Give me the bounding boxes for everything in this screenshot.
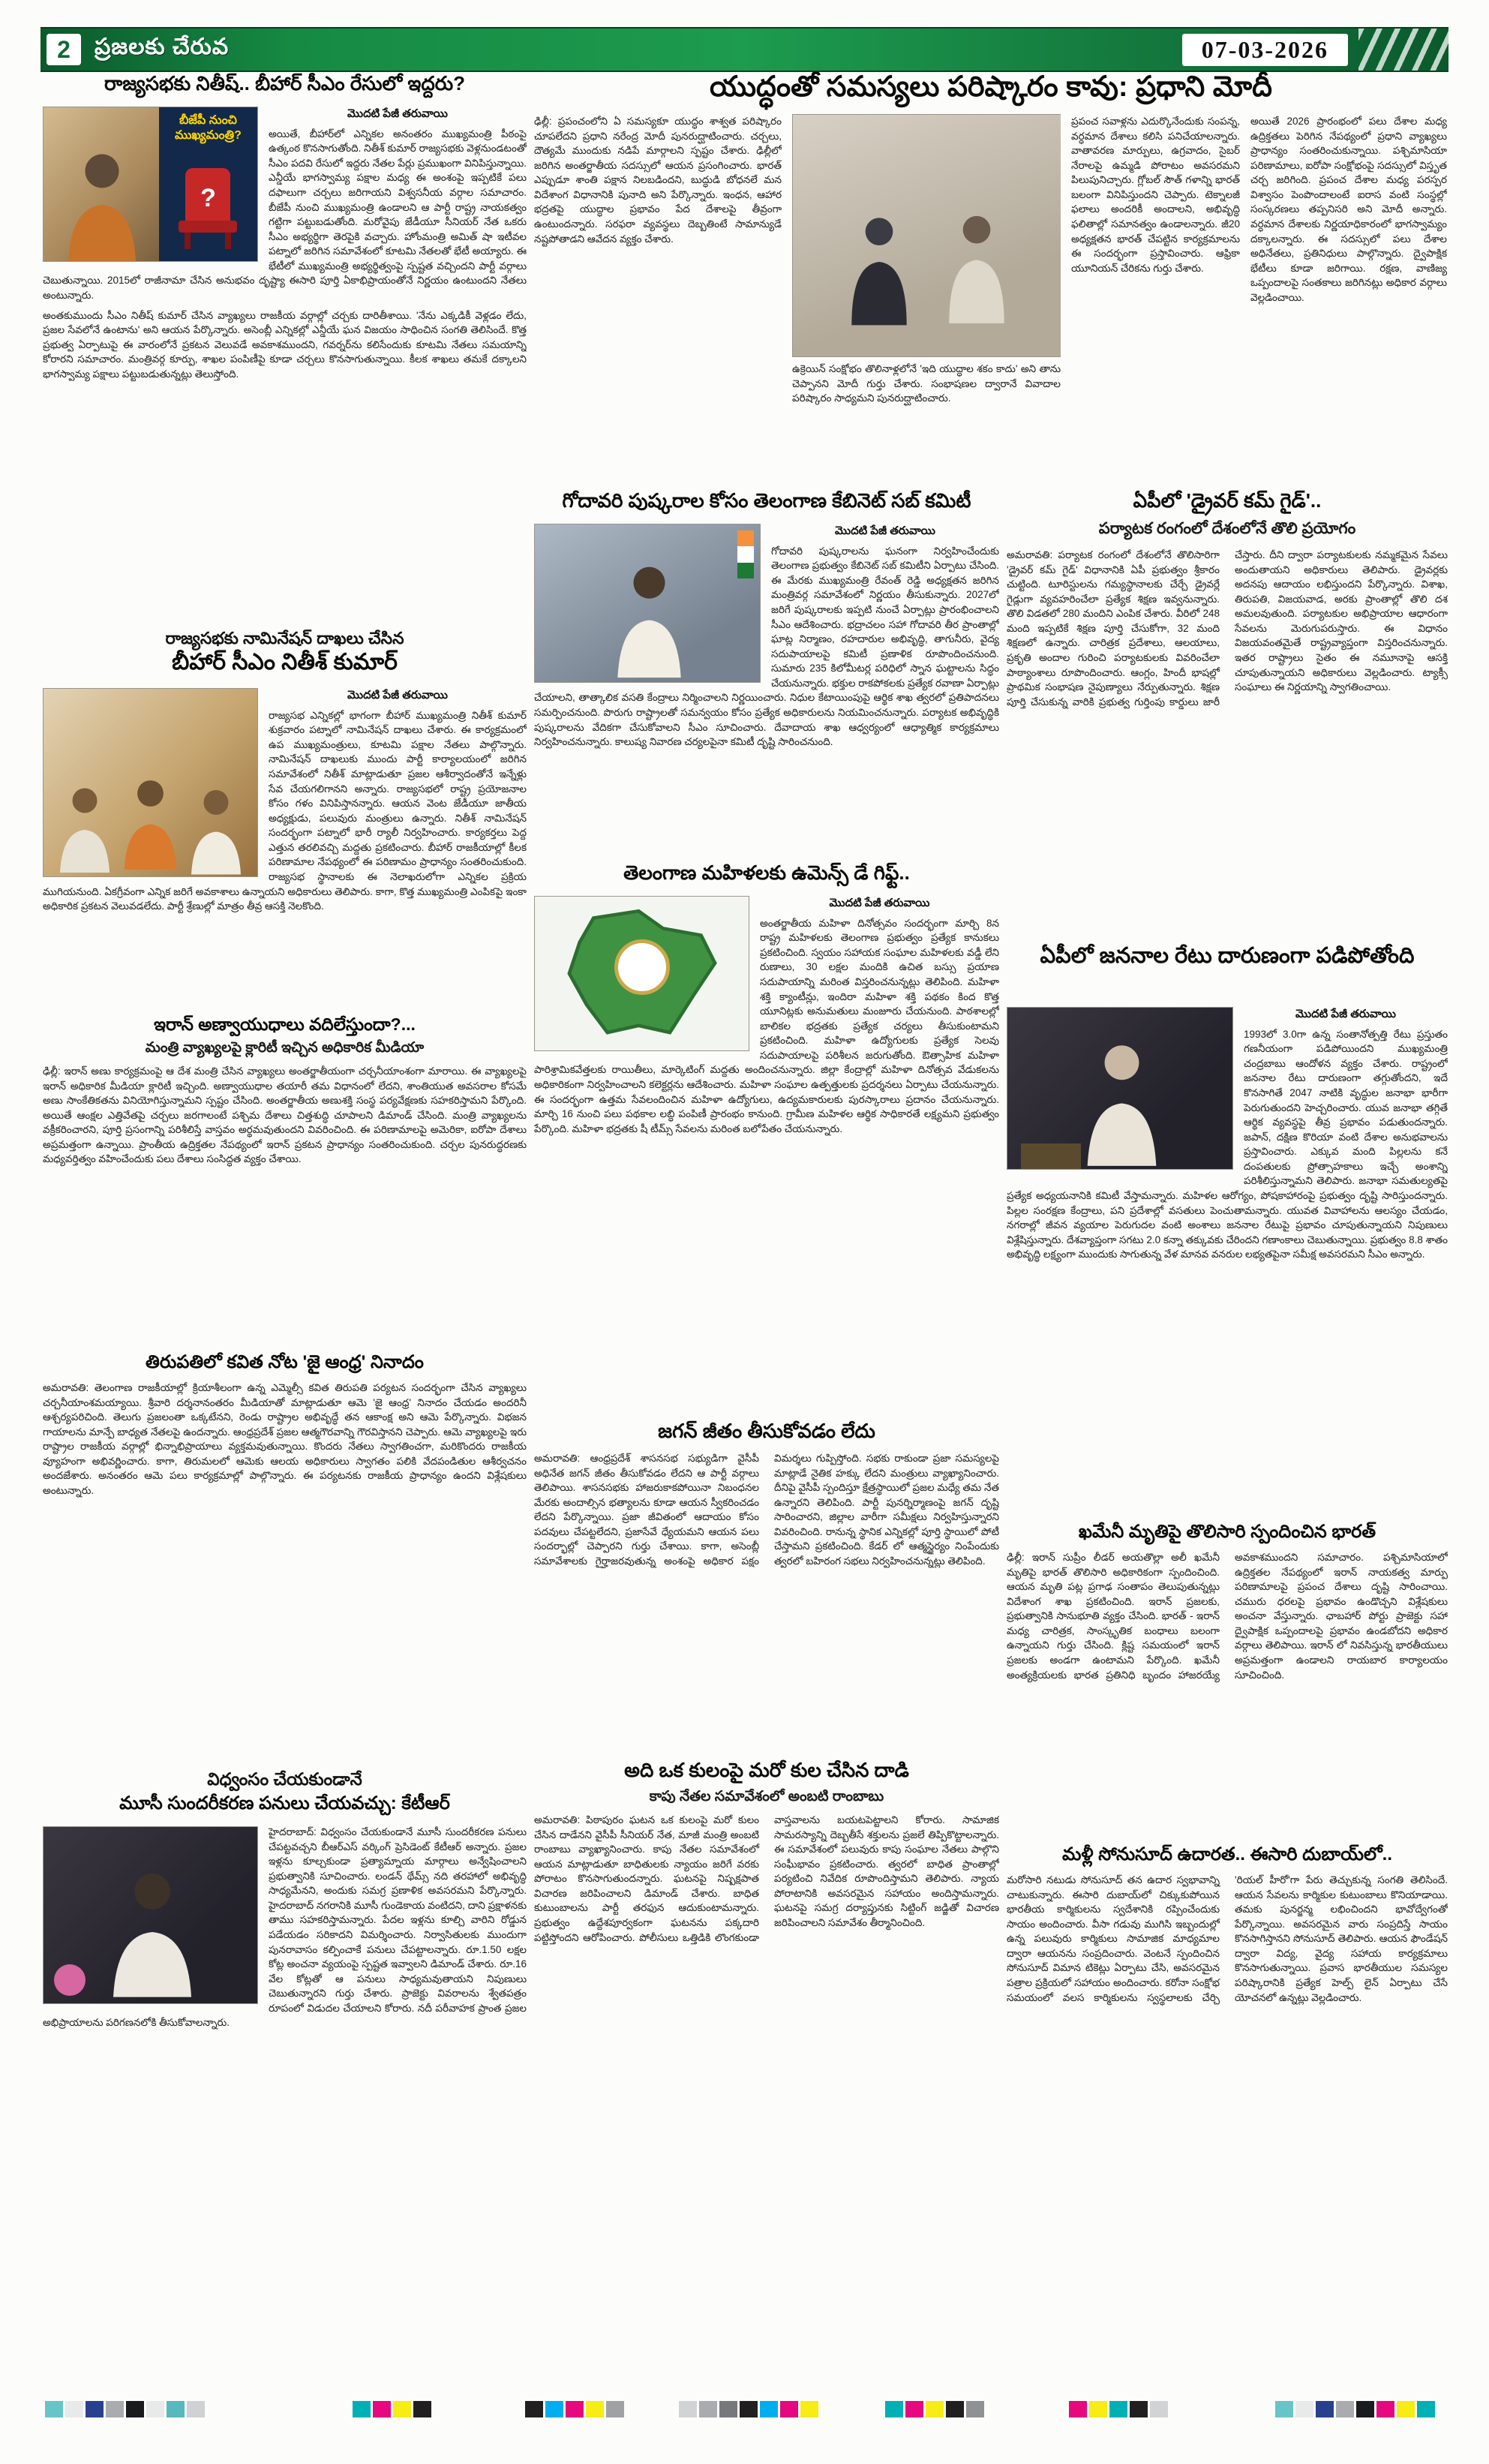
article-driverguide-subhead: పర్యాటక రంగంలో దేశంలోనే తొలి ప్రయోగం — [1098, 520, 1356, 537]
article-nomination-headline: బీహార్ సీఎం నితీశ్ కుమార్ — [172, 650, 398, 675]
article-iran-headline: ఇరాన్ అణ్వాయుధాలు వదిలేస్తుందా?... — [154, 1014, 416, 1034]
article-text: ఉక్రెయిన్ సంక్షోభం తొలినాళ్లలోనే 'ఇది యుద్ధాల శకం కాదు' అని తాను చెప్పానని మోదీ గుర్తు చేశారు. సంభాషణల ద్వారానే వివాదాల పరిష్కారం సాధ్యమని పునరుద్ఘాటించారు. — [792, 363, 1061, 404]
nomination-filing-photo — [43, 688, 258, 877]
article-sonusood-body — [1007, 1873, 1448, 2176]
article-driverguide-headline: ఏపీలో 'డ్రైవర్ కమ్ గైడ్'.. — [1133, 489, 1322, 512]
national-flag — [737, 530, 754, 578]
page-number: 2 — [47, 34, 81, 65]
nitish-silhouette — [57, 149, 147, 261]
article-kavitha-headline: తిరుపతిలో కవిత నోట 'జై ఆంధ్ర' నినాదం — [146, 1352, 424, 1372]
article-driverguide-body — [1007, 548, 1448, 938]
article-kavitha-body — [43, 1381, 527, 1763]
continued-note: మొదటి పేజీ తరువాయి — [1295, 1008, 1396, 1020]
article-text: గోదావరి పుష్కరాలను ఘనంగా నిర్వహించేందుకు తెలంగాణ ప్రభుత్వం కేబినెట్ సబ్ కమిటీని ఏర్పాటు చేసింది. ఈ మేరకు ముఖ్యమంత్రి రేవంత్ రెడ్డి అధ్యక్షతన జరిగిన మంత్రివర్గ సమావేశంలో నిర్ణయం తీసుకున్నారు. 2027లో జరిగే పుష్కరాలకు ఇప్పటి నుంచే ఏర్పాట్లు ప్రారంభించాలని సీఎం ఆదేశించారు. భద్రాచలం సహా గోదావరి తీర ప్రాంతాల్లో ఘాట్ల నిర్మాణం, రహదారుల అభివృద్ధి, తాగునీరు, వైద్య సదుపాయాలపై కమిటీ ప్రణాళిక రూపొందించనుంది. సుమారు 235 కిలోమీటర్ల పరిధిలో స్నాన ఘట్టాలను సిద్ధం చేయనున్నారు. భక్తుల రాకపోకలకు ప్రత్యేక రవాణా ఏర్పాట్లు చేయాలని, తాత్కాలిక వసతి కేంద్రాలు నిర్మించాలని నిర్ణయించారు. నిధుల కేటాయింపుపై ఆర్థిక శాఖ త్వరలో ప్రతిపాదనలు సమర్పించనుంది. పొరుగు రాష్ట్రాలతో సమన్వయం కోసం ప్రత్యేక అధికారులను నియమించనున్నారు. పర్యాటక అభివృద్ధికి పుష్కరాలను వేదికగా చేసుకోవాలని సీఎం సూచించారు. దేవాదాయ శాఖ ఆధ్వర్యంలో ఆధ్యాత్మిక కార్యక్రమాలు నిర్వహించనున్నారు. కాలుష్య నివారణ చర్యలపైనా కమిటీ దృష్టి సారించనుంది. — [534, 545, 999, 748]
article-ambati-headline: అది ఒక కులంపై మరో కుల చేసిన దాడి — [624, 1759, 909, 1781]
ktr-photo — [43, 1826, 258, 2004]
article-nomination-kicker: రాజ్యసభకు నామినేషన్ దాఖలు చేసిన — [165, 629, 404, 648]
article-nitish-race-body — [43, 105, 527, 623]
article-godavari-body — [534, 522, 999, 854]
color-bar-group — [1069, 2401, 1168, 2417]
article-text: ఢిల్లీ: ఇరాన్ అణు కార్యక్రమంపై ఆ దేశ మంత్రి చేసిన వ్యాఖ్యలు అంతర్జాతీయంగా చర్చనీయాంశంగా మారాయి. ఈ వ్యాఖ్యలపై ఇరాన్ అధికారిక మీడియా క్లారిటీ ఇచ్చింది. అణ్వాయుధాల తయారీ తమ విధానంలో లేదని, శాంతియుత అవసరాల కోసమే అణు సాంకేతికతను వినియోగిస్తున్నామని స్పష్టం చేసింది. అంతర్జాతీయ అణుశక్తి సంస్థ పర్యవేక్షణకు సహకరిస్తామని పేర్కొంది. అయితే ఆంక్షల ఎత్తివేతపై చర్చలు జరగాలంటే పశ్చిమ దేశాలు చిత్తశుద్ధి చూపాలని డిమాండ్ చేసింది. మంత్రి వ్యాఖ్యలను వక్రీకరించారని, పూర్తి ప్రసంగాన్ని పరిశీలిస్తే వాస్తవం అర్థమవుతుందని వివరించింది. ఈ పరిణామాలపై అమెరికా, ఐరోపా దేశాలు అప్రమత్తంగా ఉన్నాయి. ప్రాంతీయ ఉద్రిక్తతల నేపథ్యంలో ఇరాన్ ప్రకటన ప్రాధాన్యం సంతరించుకుంది. చర్చల పునరుద్ధరణకు మధ్యవర్తిత్వం వహించేందుకు పలు దేశాలు సంసిద్ధత వ్యక్తం చేశాయి. — [43, 1065, 527, 1165]
state-emblem — [614, 939, 670, 995]
article-text: అంతకుముందు సీఎం నితీష్ కుమార్ చేసిన వ్యాఖ్యలు రాజకీయ వర్గాల్లో చర్చకు దారితీశాయి. 'నేను ఎక్కడికీ వెళ్లడం లేదు, ప్రజల సేవలోనే ఉంటాను' అని ఆయన పేర్కొన్నారు. అసెంబ్లీ ఎన్నికల్లో ఎన్డీయే ఘన విజయం సాధించిన సంగతి తెలిసిందే. కొత్త ప్రభుత్వ ఏర్పాటుపై ఈ వారంలోనే ప్రకటన వెలువడే అవకాశముందని, గవర్నర్‌ను కలిసేందుకు కూటమి నేతలు సమయాన్ని కోరారని సమాచారం. మంత్రివర్గ కూర్పు, శాఖల పంపిణీపై కూడా చర్చలు కొనసాగుతున్నాయి. కీలక శాఖలు తమకే దక్కాలని భాగస్వామ్య పక్షాలు పట్టుబడుతున్నట్లు తెలుస్తోంది. — [43, 309, 527, 380]
cm-chair-graphic — [179, 168, 237, 251]
telangana-map-graphic — [534, 896, 749, 1051]
color-bar-group — [885, 2401, 984, 2417]
continued-note: మొదటి పేజీ తరువాయి — [835, 524, 935, 537]
continued-note: మొదటి పేజీ తరువాయి — [347, 689, 448, 702]
article-text: రాజ్యసభ ఎన్నికల్లో భాగంగా బీహార్ ముఖ్యమంత్రి నితీశ్ కుమార్ శుక్రవారం పట్నాలో నామినేషన్ దాఖలు చేశారు. ఈ కార్యక్రమంలో ఉప ముఖ్యమంత్రులు, కూటమి పక్షాల నేతలు పాల్గొన్నారు. నామినేషన్ దాఖలుకు ముందు పార్టీ కార్యాలయంలో జరిగిన సమావేశంలో నితీశ్ మాట్లాడుతూ ప్రజల ఆశీర్వాదంతోనే ఇన్నేళ్లు సేవ చేయగలిగానని అన్నారు. రాజ్యసభలో రాష్ట్ర ప్రయోజనాల కోసం గళం వినిపిస్తానన్నారు. ఆయన వెంట జేడీయూ జాతీయ అధ్యక్షుడు, పలువురు మంత్రులు ఉన్నారు. నితీశ్ నామినేషన్ సందర్భంగా పట్నాలో భారీ ర్యాలీ నిర్వహించారు. కార్యకర్తలు పెద్ద ఎత్తున తరలివచ్చి మద్దతు ప్రకటించారు. బీహార్ రాజకీయాల్లో కీలక పరిణామాల నేపథ్యంలో ఈ పరిణామం ప్రాధాన్యం సంతరించుకుంది. రాజ్యసభ స్థానాలకు ఈ నెలాఖరులోగా ఎన్నికల ప్రక్రియ ముగియనుంది. ఏకగ్రీవంగా ఎన్నిక జరిగే అవకాశాలు ఉన్నాయని అధికారులు తెలిపారు. కాగా, కొత్త ముఖ్యమంత్రి ఎంపికపై ఇంకా అధికారిక ప్రకటన వెలువడలేదు. పార్టీ శ్రేణుల్లో మాత్రం తీవ్ర ఆసక్తి నెలకొంది. — [43, 709, 527, 912]
nitish-cm-race-photo — [43, 107, 258, 262]
color-bar-group — [679, 2401, 818, 2417]
article-birthrate-headline: ఏపీలో జననాల రేటు దారుణంగా పడిపోతోంది — [1040, 944, 1415, 968]
article-text: ఢిల్లీ: ప్రపంచంలోని ఏ సమస్యకూ యుద్ధం శాశ్వత పరిష్కారం చూపలేదని ప్రధాని నరేంద్ర మోదీ పునరుద్ఘాటించారు. చర్చలు, దౌత్యమే ముందుకు నడిపే మార్గాలని స్పష్టం చేశారు. ఢిల్లీలో జరిగిన అంతర్జాతీయ సదస్సులో ఆయన ప్రసంగించారు. భారత్ ఎప్పుడూ శాంతి పక్షాన నిలబడిందని, బుద్ధుడి బోధనలే మన విదేశాంగ విధానానికి పునాది అని పేర్కొన్నారు. ఇంధన, ఆహార భద్రతపై యుద్ధాల ప్రభావం పేద దేశాలపై తీవ్రంగా ఉంటుందన్నారు. సరఫరా వ్యవస్థలు దెబ్బతింటే సామాన్యుడే నష్టపోతాడని ఆవేదన వ్యక్తం చేశారు. — [534, 116, 782, 245]
article-text: అమరావతి: ఆంధ్రప్రదేశ్ శాసనసభ సభ్యుడిగా వైసీపీ అధినేత జగన్ జీతం తీసుకోవడం లేదని ఆ పార్టీ వర్గాలు తెలిపాయి. శాసనసభకు హాజరుకాకపోయినా నిబంధనల మేరకు అందాల్సిన భత్యాలను కూడా ఆయన స్వీకరించడం లేదని పేర్కొన్నాయి. ప్రజా జీవితంలో ఆదాయం కోసం పదవులు చేపట్టలేదని, ప్రజాసేవే ధ్యేయమని ఆయన పలు సందర్భాల్లో చెప్పారని గుర్తు చేశాయి. కాగా, అసెంబ్లీ సమావేశాలకు గైర్హాజరవుతున్న అంశంపై అధికార పక్షం విమర్శలు గుప్పిస్తోంది. సభకు రాకుండా ప్రజా సమస్యలపై మాట్లాడే నైతిక హక్కు లేదని మంత్రులు వ్యాఖ్యానించారు. దీనిపై వైసీపీ స్పందిస్తూ క్షేత్రస్థాయిలో ప్రజల మధ్యే తమ నేత ఉన్నారని తెలిపింది. పార్టీ పునర్నిర్మాణంపై జగన్ దృష్టి సారించారని, జిల్లాల వారీగా సమీక్షలు నిర్వహిస్తున్నారని వివరించింది. రానున్న స్థానిక ఎన్నికల్లో పూర్తి స్థాయిలో పోటీ చేస్తామని ప్రకటించింది. కేడర్ లో ఆత్మస్థైర్యం నింపేందుకు త్వరలో బహిరంగ సభలు నిర్వహించనున్నట్లు తెలిపింది. — [534, 1453, 999, 1567]
color-bar-group — [353, 2401, 431, 2417]
article-jagan-headline: జగన్ జీతం తీసుకోవడం లేదు — [658, 1420, 875, 1442]
podium — [1021, 1143, 1081, 1169]
article-birthrate-body — [1007, 1005, 1448, 1516]
article-nitish-race-headline: రాజ్యసభకు నితీష్.. బీహార్ సీఎం రేసులో ఇద్దరు? — [104, 72, 466, 95]
article-text: అమరావతి: తెలంగాణ రాజకీయాల్లో క్రియాశీలంగా ఉన్న ఎమ్మెల్సీ కవిత తిరుపతి పర్యటన సందర్భంగా చేసిన వ్యాఖ్యలు చర్చనీయాంశమయ్యాయి. శ్రీవారి దర్శనానంతరం మీడియాతో మాట్లాడుతూ ఆమె 'జై ఆంధ్ర' నినాదం చేయడం అందరినీ ఆశ్చర్యపరిచింది. తెలుగు ప్రజలంతా ఒక్కటేనని, రెండు రాష్ట్రాల అభివృద్ధే తన ఆకాంక్ష అని ఆమె పేర్కొన్నారు. విభజన గాయాలను మాన్పే బాధ్యత నేతలపై ఉందన్నారు. ఆంధ్రప్రదేశ్ ప్రజల ఆత్మగౌరవాన్ని గౌరవిస్తానని చెప్పారు. ఆమె వ్యాఖ్యలపై ఇరు రాష్ట్రాల రాజకీయ వర్గాల్లో భిన్నాభిప్రాయాలు వ్యక్తమవుతున్నాయి. కొందరు నేతలు స్వాగతించగా, మరికొందరు రాజకీయ వ్యూహంగా అభివర్ణించారు. కాగా, తిరుమలలో ఆమెకు ఆలయ అధికారులు స్వాగతం పలికి వేదపండితుల ఆశీర్వచనం అందజేశారు. అనంతరం ఆమె పలు కార్యక్రమాల్లో పాల్గొన్నారు. ఈ పర్యటనకు రాజకీయ ప్రాధాన్యం ఉందని విశ్లేషకులు అంటున్నారు. — [43, 1382, 527, 1496]
article-text: అమరావతి: పర్యాటక రంగంలో దేశంలోనే తొలిసారిగా 'డ్రైవర్ కమ్ గైడ్' విధానానికి ఏపీ ప్రభుత్వం శ్రీకారం చుట్టింది. టూరిస్టులను గమ్యస్థానాలకు చేర్చే డ్రైవర్లే గైడ్లుగా వ్యవహరించేలా ప్రత్యేక శిక్షణ ఇవ్వనున్నారు. తొలి విడతలో 280 మందిని ఎంపిక చేశారు. వీరిలో 248 మంది ఇప్పటికే శిక్షణ పూర్తి చేసుకోగా, 32 మంది శిక్షణలో ఉన్నారు. చారిత్రక ప్రదేశాలు, ఆలయాలు, ప్రకృతి అందాల గురించి పర్యాటకులకు వివరించేలా పాఠ్యాంశాలు రూపొందించారు. ఆంగ్లం, హిందీ భాషల్లో ప్రాథమిక సంభాషణ నైపుణ్యాలు నేర్పుతున్నారు. శిక్షణ పూర్తి చేసుకున్న వారికి ప్రభుత్వ గుర్తింపు కార్డులు జారీ చేస్తారు. దీని ద్వారా పర్యాటకులకు నమ్మకమైన సేవలు అందుతాయని అధికారులు తెలిపారు. డ్రైవర్లకు అదనపు ఆదాయం లభిస్తుందని పేర్కొన్నారు. విశాఖ, తిరుపతి, విజయవాడ, అరకు ప్రాంతాల్లో తొలి దశ అమలవుతుంది. పర్యాటకుల అభిప్రాయాల ఆధారంగా సేవలను మెరుగుపరుస్తారు. ఈ విధానం విజయవంతమైతే రాష్ట్రవ్యాప్తంగా విస్తరించనున్నారు. ఇతర రాష్ట్రాలు సైతం ఈ నమూనాపై ఆసక్తి చూపుతున్నాయని అధికారులు వెల్లడించారు. ట్యాక్సీ సంఘాలు ఈ నిర్ణయాన్ని స్వాగతించాయి. — [1007, 549, 1448, 708]
article-ktr-headline: మూసీ సుందరీకరణ పనులు చేయవచ్చు: కేటీఆర్ — [119, 1793, 450, 1813]
masthead-bar — [41, 27, 1448, 72]
article-modi-headline: యుద్ధంతో సమస్యలు పరిష్కారం కావు: ప్రధాని మోదీ — [710, 71, 1272, 103]
color-bar-group — [1275, 2401, 1435, 2417]
article-nomination-body — [43, 687, 527, 1005]
article-modi-body — [534, 114, 1448, 483]
article-text: 1993లో 3.0గా ఉన్న సంతానోత్పత్తి రేటు ప్రస్తుతం గణనీయంగా పడిపోయిందని ముఖ్యమంత్రి చంద్రబాబు ఆందోళన వ్యక్తం చేశారు. రాష్ట్రంలో జననాల రేటు దారుణంగా తగ్గుతోందని, ఇదే కొనసాగితే 2047 నాటికి వృద్ధుల జనాభా భారీగా పెరుగుతుందని హెచ్చరించారు. యువ జనాభా తగ్గితే ఆర్థిక వ్యవస్థపై తీవ్ర ప్రభావం పడుతుందన్నారు. జపాన్, దక్షిణ కొరియా వంటి దేశాల అనుభవాలను ప్రస్తావించారు. ఎక్కువ మంది పిల్లలను కనే దంపతులకు ప్రోత్సాహకాలు ఇచ్చే అంశాన్ని పరిశీలిస్తున్నామని తెలిపారు. జనాభా సమతుల్యతపై ప్రత్యేక అధ్యయనానికి కమిటీ వేస్తామన్నారు. మహిళల ఆరోగ్యం, పోషకాహారంపై ప్రభుత్వం దృష్టి సారిస్తుందన్నారు. పిల్లల సంరక్షణ కేంద్రాలు, పని ప్రదేశాల్లో వసతులు పెంచుతామన్నారు. యువత వివాహాలను ఆలస్యం చేయడం, నగరాల్లో జీవన వ్యయాల పెరుగుదల వంటి అంశాలు జననాల రేటుపై ప్రభావం చూపుతున్నాయని నిపుణులు విశ్లేషిస్తున్నారు. దేశవ్యాప్తంగా సగటు 2.0 కన్నా తక్కువకు చేరిందని గణాంకాలు చెబుతున్నాయి. ప్రభుత్వం 8.8 శాతం అభివృద్ధి లక్ష్యంగా ముందుకు సాగుతున్న వేళ మానవ వనరుల లభ్యతపైనా సమీక్ష అవసరమని సీఎం అన్నారు. — [1007, 1028, 1448, 1261]
article-ktr-kicker: విధ్వంసం చేయకుండానే — [207, 1769, 362, 1789]
article-iran-subhead: మంత్రి వ్యాఖ్యలపై క్లారిటీ ఇచ్చిన అధికారిక మీడియా — [145, 1040, 425, 1056]
question-mark: ? — [200, 184, 216, 212]
article-ambati-subhead: కాపు నేతల సమావేశంలో అంబటి రాంబాబు — [649, 1789, 884, 1804]
article-text: ప్రపంచ సవాళ్లను ఎదుర్కొనేందుకు సంపన్న, వర్ధమాన దేశాలు కలిసి పనిచేయాలన్నారు. వాతావరణ మార్పులు, ఉగ్రవాదం, సైబర్ నేరాలపై ఉమ్మడి పోరాటం అవసరమని పిలుపునిచ్చారు. గ్లోబల్ సౌత్ గళాన్ని భారత్ బలంగా వినిపిస్తుందని చెప్పారు. టెక్నాలజీ ఫలాలు అందరికీ అందాలని, అభివృద్ధి ఫలితాల్లో సమానత్వం ఉండాలన్నారు. జీ20 అధ్యక్షతన భారత్ చేపట్టిన కార్యక్రమాలను ఈ సందర్భంగా ప్రస్తావించారు. ఆఫ్రికా యూనియన్ చేరికను గుర్తు చేశారు. — [1071, 116, 1240, 274]
article-ambati-body — [534, 1813, 999, 2171]
article-iran-body — [43, 1064, 527, 1346]
masthead-decoration — [1358, 29, 1448, 71]
section-title: ప్రజలకు చేరువ — [95, 34, 230, 59]
article-sonusood-headline: మళ్లీ సోనుసూద్ ఉదారత.. ఈసారి దుబాయ్‌లో.. — [1062, 1844, 1392, 1865]
photo-caption: బీజేపీ నుంచి ముఖ్యమంత్రి? — [174, 114, 242, 142]
article-jagan-body — [534, 1451, 999, 1748]
article-womensday-headline: తెలంగాణ మహిళలకు ఉమెన్స్ డే గిఫ్ట్.. — [623, 861, 910, 884]
continued-note: మొదటి పేజీ తరువాయి — [829, 897, 930, 909]
article-text: అంతర్జాతీయ మహిళా దినోత్సవం సందర్భంగా మార్చి 8న రాష్ట్ర మహిళలకు తెలంగాణ ప్రభుత్వం ప్రత్యేక కానుకలు ప్రకటించింది. స్వయం సహాయక సంఘాల మహిళలకు వడ్డీ లేని రుణాలు, 30 లక్షల మందికి ఉచిత బస్సు ప్రయాణ సదుపాయాన్ని మరింత విస్తరించనున్నట్లు తెలిపింది. మహిళా శక్తి క్యాంటీన్లు, ఇందిరా మహిళా శక్తి పథకం కింద కొత్త యూనిట్లకు అనుమతులు మంజూరు చేయనుంది. పాఠశాలల్లో బాలికల భద్రతకు ప్రత్యేక చర్యలు తీసుకుంటామని ప్రకటించింది. మహిళా ఉద్యోగులకు ప్రత్యేక సెలవు సదుపాయాలపై పరిశీలన జరుగుతోంది. ఔత్సాహిక మహిళా పారిశ్రామికవేత్తలకు రాయితీలు, మార్కెటింగ్ మద్దతు అందించనున్నారు. జిల్లా కేంద్రాల్లో మహిళా దినోత్సవ వేడుకలను అధికారికంగా నిర్వహించాలని కలెక్టర్లను ఆదేశించారు. మహిళా సంఘాల ఉత్పత్తులకు ప్రదర్శనలు ఏర్పాటు చేయనున్నారు. ఈ సందర్భంగా ఉత్తమ సేవలందించిన మహిళా ఉద్యోగులు, ఉద్యమకారులకు పురస్కారాలు ప్రదానం చేయనున్నారు. మార్చి 16 నుంచి పలు పథకాల లబ్ధి పంపిణీ ప్రారంభం కానుంది. గ్రామీణ మహిళల ఆర్థిక సాధికారతే లక్ష్యమని ప్రభుత్వం పేర్కొంది. మహిళా భద్రతకు షీ టీమ్స్ సేవలను మరింత బలోపేతం చేయనున్నారు. — [534, 917, 999, 1134]
article-text: అయితే, బీహార్‌లో ఎన్నికల అనంతరం ముఖ్యమంత్రి పీఠంపై ఉత్కంఠ కొనసాగుతోంది. నితీశ్ కుమార్ రాజ్యసభకు వెళ్లనుండటంతో సీఎం పదవి రేసులో ఇద్దరు నేతల పేర్లు ప్రముఖంగా వినిపిస్తున్నాయి. ఎన్డీయే భాగస్వామ్య పక్షాల మధ్య ఈ అంశంపై ఇప్పటికే పలు దఫాలుగా చర్చలు జరిగాయని విశ్వసనీయ వర్గాల సమాచారం. బీజేపీ నుంచి ముఖ్యమంత్రి ఉండాలని ఆ పార్టీ రాష్ట్ర నాయకత్వం గట్టిగా పట్టుబడుతోంది. మరోవైపు జేడీయూ సీనియర్ నేత ఒకరు సీఎం అభ్యర్థిగా తెరపైకి వచ్చారు. హోంమంత్రి అమిత్ షా ఇటీవల పట్నాలో జరిగిన సమావేశంలో కూటమి నేతలతో భేటీ అయ్యారు. ఈ భేటీలో ముఖ్యమంత్రి అభ్యర్థిత్వంపై స్పష్టత వచ్చిందని పార్టీ వర్గాలు చెబుతున్నాయి. 2015లో రాజీనామా చేసిన అనుభవం దృష్ట్యా ఈసారి పూర్తి ఏకాభిప్రాయంతోనే నిర్ణయం ఉంటుందని నేతలు అంటున్నారు. — [43, 128, 527, 301]
modi-meeting-photo — [792, 114, 1061, 357]
article-ktr-body — [43, 1825, 527, 2170]
article-text: మరోసారి నటుడు సోనుసూద్ తన ఉదార స్వభావాన్ని చాటుకున్నారు. ఈసారి దుబాయ్‌లో చిక్కుకుపోయిన భారతీయ కార్మికులను స్వదేశానికి రప్పించేందుకు సాయం అందించారు. వీసా గడువు ముగిసి ఇబ్బందుల్లో ఉన్న పలువురు కార్మికులు సామాజిక మాధ్యమాల ద్వారా ఆయనను సంప్రదించారు. వెంటనే స్పందించిన సోనుసూద్ విమాన టికెట్లు ఏర్పాటు చేసి, అవసరమైన పత్రాల ప్రక్రియలో సహాయం అందించారు. కరోనా సంక్షోభ సమయంలో వలస కార్మికులను స్వస్థలాలకు చేర్చి 'రియల్ హీరో'గా పేరు తెచ్చుకున్న సంగతి తెలిసిందే. ఆయన సేవలను కార్మికుల కుటుంబాలు కొనియాడాయి. తమకు పునర్జన్మ లభించిందని భావోద్వేగంతో పేర్కొన్నాయి. అవసరమైన వారు సంప్రదిస్తే సాయం కొనసాగిస్తానని సోనుసూద్ తెలిపారు. ఆయన ఫౌండేషన్ ద్వారా విద్య, వైద్య సహాయ కార్యక్రమాలు కొనసాగుతున్నాయి. ప్రవాస భారతీయుల సమస్యల పరిష్కారానికి ప్రత్యేక హెల్ప్ లైన్ ఏర్పాటు చేసే యోచనలో ఉన్నట్లు వెల్లడించారు. — [1007, 1874, 1448, 2003]
article-text: హైదరాబాద్: విధ్వంసం చేయకుండానే మూసీ సుందరీకరణ పనులు చేపట్టవచ్చని బీఆర్ఎస్ వర్కింగ్ ప్రెసిడెంట్ కేటీఆర్ అన్నారు. ప్రజల ఇళ్లను కూల్చకుండా ప్రత్యామ్నాయ మార్గాలు అన్వేషించాలని ప్రభుత్వానికి సూచించారు. లండన్ థేమ్స్ నది తరహాలో అభివృద్ధి సాధ్యమేనని, అందుకు సమగ్ర ప్రణాళిక అవసరమని పేర్కొన్నారు. హైదరాబాద్ నగరానికి మూసీ గుండెకాయ వంటిదని, దాని ప్రక్షాళనకు తాము సహకరిస్తామన్నారు. పేదల ఇళ్లను కూల్చి వారిని రోడ్డున పడేయడం సరికాదని విమర్శించారు. నిర్వాసితులకు ముందుగా పునరావాసం కల్పించాకే పనులు చేపట్టాలన్నారు. రూ.1.50 లక్షల కోట్ల అంచనా వ్యయంపై స్పష్టత ఇవ్వాలని డిమాండ్ చేశారు. రూ.16 వేల కోట్లతో ఆ పనులు సాధ్యమవుతాయని నిపుణులు చెబుతున్నారని గుర్తు చేశారు. ప్రాజెక్టు వివరాలను శ్వేతపత్రం రూపంలో విడుదల చేయాలని కోరారు. నదీ పరీవాహక ప్రాంత ప్రజల అభిప్రాయాలను పరిగణనలోకి తీసుకోవాలన్నారు. — [43, 1826, 527, 2029]
color-bar-group — [45, 2401, 205, 2417]
article-text: అమరావతి: పిఠాపురం ఘటన ఒక కులంపై మరో కులం చేసిన దాడేనని వైసీపీ సీనియర్ నేత, మాజీ మంత్రి అంబటి రాంబాబు వ్యాఖ్యానించారు. కాపు నేతల సమావేశంలో ఆయన మాట్లాడుతూ బాధితులకు న్యాయం జరిగే వరకు పోరాటం కొనసాగుతుందన్నారు. ఘటనపై నిష్పక్షపాత విచారణ జరిపించాలని డిమాండ్ చేశారు. బాధిత కుటుంబాలను పార్టీ తరఫున ఆదుకుంటామన్నారు. ప్రభుత్వం ఉద్దేశపూర్వకంగా ఘటనను పక్కదారి పట్టిస్తోందని ఆరోపించారు. పోలీసులు ఒత్తిడికి లొంగకుండా వాస్తవాలను బయటపెట్టాలని కోరారు. సామాజిక సామరస్యాన్ని దెబ్బతీసే శక్తులను ప్రజలే తిప్పికొట్టాలన్నారు. ఈ సమావేశంలో పలువురు కాపు సంఘాల నేతలు పాల్గొని సంఘీభావం ప్రకటించారు. త్వరలో బాధిత ప్రాంతాల్లో పర్యటించి నివేదిక రూపొందిస్తామని తెలిపారు. న్యాయ పోరాటానికి అవసరమైన సహాయం అందిస్తామన్నారు. ఘటనపై సమగ్ర దర్యాప్తునకు సిట్టింగ్ జడ్జితో విచారణ జరిపించాలని సమావేశం తీర్మానించింది. — [534, 1814, 999, 1943]
chandrababu-photo — [1007, 1007, 1233, 1170]
article-godavari-headline: గోదావరి పుష్కరాల కోసం తెలంగాణ కేబినెట్ సబ్ కమిటీ — [562, 489, 971, 512]
article-khamenei-body — [1007, 1550, 1448, 1837]
flower-garland — [54, 1964, 86, 1996]
edition-date: 07-03-2026 — [1182, 34, 1348, 66]
article-text: ఢిల్లీ: ఇరాన్ సుప్రీం లీడర్ అయతొల్లా అలీ ఖమేనీ మృతిపై భారత్ తొలిసారి అధికారికంగా స్పందించింది. ఆయన మృతి పట్ల ప్రగాఢ సంతాపం తెలుపుతున్నట్లు విదేశాంగ శాఖ ప్రకటించింది. ఇరాన్ ప్రజలకు, ప్రభుత్వానికి సానుభూతి వ్యక్తం చేసింది. భారత్ - ఇరాన్ మధ్య చారిత్రక, సాంస్కృతిక బంధాలు బలంగా ఉన్నాయని గుర్తు చేసింది. క్లిష్ట సమయంలో ఇరాన్ ప్రజలకు అండగా ఉంటామని పేర్కొంది. ఖమేనీ అంత్యక్రియలకు భారత ప్రతినిధి బృందం హాజరయ్యే అవకాశముందని సమాచారం. పశ్చిమాసియాలో ఉద్రిక్తతల నేపథ్యంలో ఇరాన్ నాయకత్వ మార్పు పరిణామాలపై ప్రపంచ దేశాలు దృష్టి సారించాయి. చమురు ధరలపై ప్రభావం ఉండొచ్చని విశ్లేషకులు అంచనా వేస్తున్నారు. ఛాబహార్ పోర్టు ప్రాజెక్టు సహా ద్వైపాక్షిక ఒప్పందాలపై ప్రభావం ఉండబోదని అధికార వర్గాలు తెలిపాయి. ఇరాన్ లో నివసిస్తున్న భారతీయులు అప్రమత్తంగా ఉండాలని రాయబార కార్యాలయం సూచించింది. — [1007, 1552, 1448, 1681]
revanth-cabinet-photo — [534, 524, 761, 683]
article-text: అయితే 2026 ప్రారంభంలో పలు దేశాల మధ్య ఉద్రిక్తతలు పెరిగిన నేపథ్యంలో ప్రధాని వ్యాఖ్యలు ప్రాధాన్యం సంతరించుకున్నాయి. పశ్చిమాసియా పరిణామాలు, ఐరోపా సంక్షోభంపై సదస్సులో విస్తృత చర్చ జరిగింది. ప్రపంచ దేశాల మధ్య పరస్పర విశ్వాసం పెంపొందాలంటే ఐరాస వంటి సంస్థల్లో సంస్కరణలు తప్పనిసరి అని మోదీ అన్నారు. వర్ధమాన దేశాలకు నిర్ణయాధికారంలో భాగస్వామ్యం దక్కాలన్నారు. ఈ సదస్సులో పలు దేశాల అధినేతలు, ప్రతినిధులు పాల్గొన్నారు. ద్వైపాక్షిక భేటీలు కూడా జరిగాయి. రక్షణ, వాణిజ్య ఒప్పందాలపై సంతకాలు జరిగినట్లు అధికార వర్గాలు వెల్లడించాయి. — [1250, 116, 1447, 303]
article-womensday-body — [534, 894, 999, 1409]
cm-question-panel — [159, 107, 257, 261]
color-bar-group — [525, 2401, 624, 2417]
article-khamenei-headline: ఖమేనీ మృతిపై తొలిసారి స్పందించిన భారత్ — [1078, 1522, 1376, 1542]
continued-note: మొదటి పేజీ తరువాయి — [347, 107, 448, 120]
